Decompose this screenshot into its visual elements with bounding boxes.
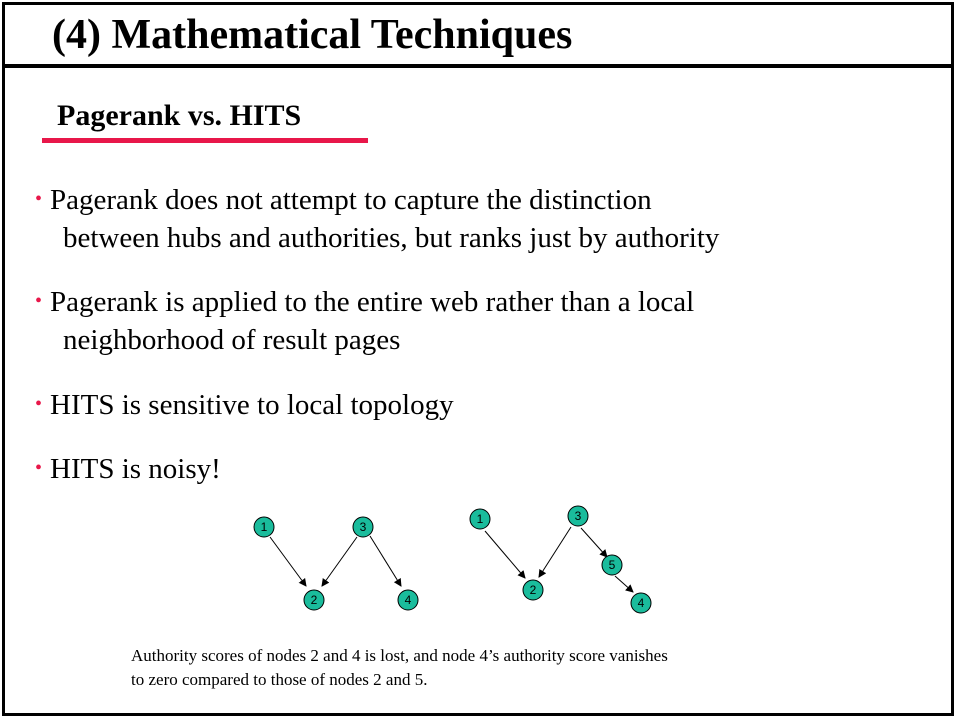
slide-subtitle: Pagerank vs. HITS	[57, 99, 302, 132]
bullet-item	[35, 180, 719, 257]
bullet-text: Pagerank is applied to the entire web rather than a local	[50, 286, 695, 318]
bullet-marker: •	[35, 290, 43, 312]
caption-line: to zero compared to those of nodes 2 and 5.	[131, 670, 428, 689]
node-1-right	[470, 509, 490, 529]
node-4-right	[631, 593, 651, 613]
bullet-marker: •	[35, 188, 43, 210]
edge-1-2-right	[485, 531, 525, 578]
bullet-text: Pagerank does not attempt to capture the distinction	[50, 184, 652, 216]
slide-title: (4) Mathematical Techniques	[52, 12, 573, 58]
bullet-marker: •	[35, 393, 43, 415]
title-bar	[2, 2, 954, 68]
bullet-item	[35, 282, 694, 359]
node-1-left	[254, 517, 274, 537]
node-label: 4	[404, 593, 412, 607]
edge-1-2-left	[270, 537, 306, 586]
node-label: 4	[637, 596, 645, 610]
bullet-text: HITS is sensitive to local topology	[50, 389, 454, 421]
node-4-left	[398, 590, 418, 610]
node-label: 2	[529, 583, 537, 597]
bullet-text-continued: neighborhood of result pages	[63, 324, 401, 356]
node-label: 3	[359, 520, 367, 534]
node-label: 2	[310, 593, 318, 607]
caption-line: Authority scores of nodes 2 and 4 is lost, and node 4’s authority score vanishes	[131, 646, 668, 665]
graph-caption	[131, 644, 931, 692]
bullet-text-continued: between hubs and authorities, but ranks just by authority	[63, 222, 720, 254]
node-2-right	[523, 580, 543, 600]
node-label: 3	[574, 509, 582, 523]
node-label: 5	[608, 558, 616, 572]
node-3-left	[353, 517, 373, 537]
bullet-text: HITS is noisy!	[50, 453, 221, 485]
node-2-left	[304, 590, 324, 610]
node-label: 1	[476, 512, 484, 526]
graph-diagrams	[230, 500, 670, 625]
bullet-item	[35, 385, 454, 424]
edge-3-4-left	[370, 536, 401, 586]
edge-3-2-left	[322, 537, 357, 586]
edge-5-4-right	[615, 576, 633, 592]
bullet-marker: •	[35, 457, 43, 479]
edge-3-5-right	[581, 528, 607, 557]
edge-3-2-right	[539, 527, 571, 577]
node-label: 1	[260, 520, 268, 534]
node-3-right	[568, 506, 588, 526]
node-5-right	[602, 555, 622, 575]
bullet-item	[35, 449, 221, 488]
subtitle-underline	[42, 138, 368, 143]
